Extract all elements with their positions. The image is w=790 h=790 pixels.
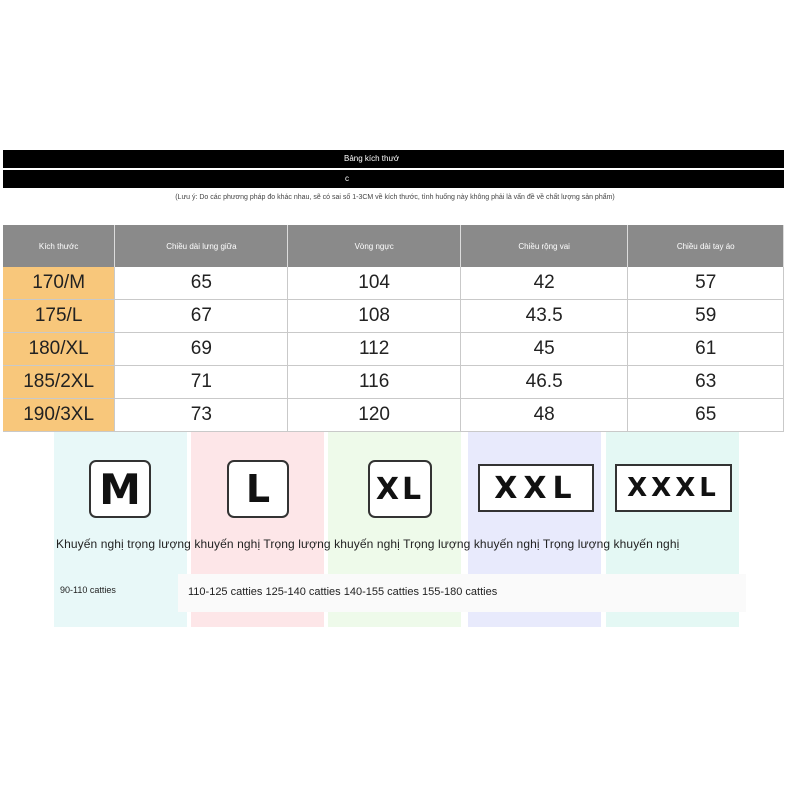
- table-header-row: [3, 225, 784, 267]
- recommended-weight-text: Khuyến nghị trọng lượng khuyến nghị Trọng lượng khuyến nghị Trọng lượng khuyến nghị Trọng lượng khuyến nghị: [56, 537, 680, 551]
- cell-shoulder: 46.5: [460, 366, 628, 399]
- table-row: [3, 366, 784, 399]
- header-size: Kích thước: [3, 225, 115, 267]
- cell-chest: 116: [288, 366, 460, 399]
- header-sleeve: Chiều dài tay áo: [628, 225, 784, 267]
- cell-sleeve: 57: [628, 267, 784, 300]
- size-chart-title: Bảng kích thướ: [344, 154, 400, 163]
- table-row: [3, 300, 784, 333]
- weight-m: 90-110 catties: [60, 585, 116, 595]
- cell-size: 170/M: [3, 267, 115, 300]
- cell-back-length: 73: [115, 399, 288, 432]
- cell-back-length: 67: [115, 300, 288, 333]
- cell-sleeve: 63: [628, 366, 784, 399]
- cell-shoulder: 48: [460, 399, 628, 432]
- header-back-length: Chiều dài lưng giữa: [115, 225, 288, 267]
- cell-sleeve: 61: [628, 333, 784, 366]
- cell-back-length: 65: [115, 267, 288, 300]
- cell-size: 175/L: [3, 300, 115, 333]
- size-badge-m: M: [89, 460, 151, 518]
- cell-chest: 120: [288, 399, 460, 432]
- cell-size: 180/XL: [3, 333, 115, 366]
- size-card-m: [54, 432, 187, 627]
- header-bar-bottom: [3, 170, 784, 188]
- cell-chest: 108: [288, 300, 460, 333]
- size-chart-title-continued: c: [345, 174, 349, 183]
- cell-back-length: 69: [115, 333, 288, 366]
- header-shoulder: Chiều rộng vai: [460, 225, 628, 267]
- table-row: [3, 333, 784, 366]
- cell-sleeve: 59: [628, 300, 784, 333]
- cell-size: 185/2XL: [3, 366, 115, 399]
- size-badge-xl: XL: [368, 460, 432, 518]
- cell-shoulder: 45: [460, 333, 628, 366]
- size-badge-xxxl: XXXL: [615, 464, 732, 512]
- size-badge-xxl: XXL: [478, 464, 594, 512]
- table-row: [3, 399, 784, 432]
- weight-ranges: 110-125 catties 125-140 catties 140-155 catties 155-180 catties: [188, 586, 498, 598]
- measurement-note: (Lưu ý: Do các phương pháp đo khác nhau, sẽ có sai số 1-3CM về kích thước, tình huống này không phải là vấn đề về chất lượng sản phẩm): [175, 194, 615, 201]
- cell-chest: 104: [288, 267, 460, 300]
- cell-size: 190/3XL: [3, 399, 115, 432]
- table-row: [3, 267, 784, 300]
- header-chest: Vòng ngực: [288, 225, 460, 267]
- cell-chest: 112: [288, 333, 460, 366]
- size-table: [3, 225, 784, 432]
- cell-shoulder: 42: [460, 267, 628, 300]
- cell-shoulder: 43.5: [460, 300, 628, 333]
- cell-sleeve: 65: [628, 399, 784, 432]
- size-badge-l: L: [227, 460, 289, 518]
- cell-back-length: 71: [115, 366, 288, 399]
